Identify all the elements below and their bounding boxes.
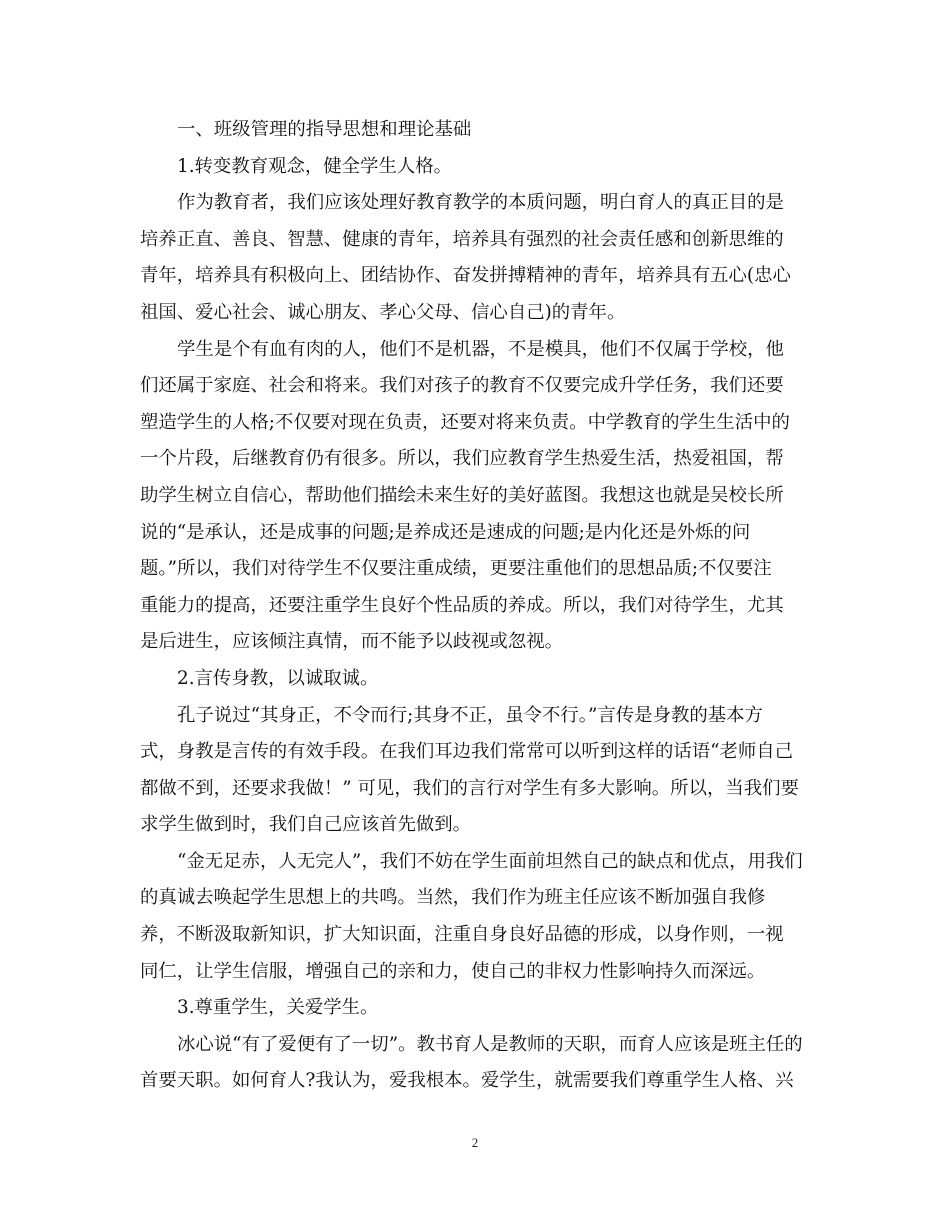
text-line: 是后进生，应该倾注真情，而不能予以歧视或忽视。: [140, 631, 563, 653]
text-line: 孔子说过“其身正，不令而行;其身不正，虽令不行。”言传是身教的基本方: [177, 704, 763, 726]
text-line: 青年，培养具有积极向上、团结协作、奋发拼搏精神的青年，培养具有五心(忠心: [140, 265, 791, 287]
text-line: 题。”所以，我们对待学生不仅要注重成绩，更要注重他们的思想品质;不仅要注: [140, 558, 772, 580]
text-line: 学生是个有血有肉的人，他们不是机器，不是模具，他们不仅属于学校，他: [177, 338, 784, 360]
text-line: 祖国、爱心社会、诚心朋友、孝心父母、信心自己)的青年。: [140, 301, 626, 323]
text-line: 一个片段，后继教育仍有很多。所以，我们应教育学生热爱生活，热爱祖国，帮: [140, 448, 784, 470]
text-line: 都做不到，还要求我做！” 可见，我们的言行对学生有多大影响。所以，当我们要: [140, 777, 799, 799]
text-line: 重能力的提高，还要注重学生良好个性品质的养成。所以，我们对待学生，尤其: [140, 594, 784, 616]
text-line: “金无足赤，人无完人”，我们不妨在学生面前坦然自己的缺点和优点，用我们: [177, 850, 803, 872]
text-line: 一、班级管理的指导思想和理论基础: [177, 119, 472, 140]
text-line: 同仁，让学生信服，增强自己的亲和力，使自己的非权力性影响持久而深远。: [140, 960, 766, 982]
text-line: 塑造学生的人格;不仅要对现在负责，还要对将来负责。中学教育的学生生活中的: [140, 411, 790, 433]
text-line: 2.言传身教，以诚取诚。: [177, 667, 379, 689]
text-line: 式，身教是言传的有效手段。在我们耳边我们常常可以听到这样的话语“老师自己: [140, 741, 794, 763]
text-line: 助学生树立自信心，帮助他们描绘未来生好的美好蓝图。我想这也就是吴校长所: [140, 484, 784, 506]
text-line: 作为教育者，我们应该处理好教育教学的本质问题，明白育人的真正目的是: [177, 192, 784, 214]
text-line: 冰心说“有了爱便有了一切”。教书育人是教师的天职，而育人应该是班主任的: [177, 1033, 803, 1055]
text-line: 1.转变教育观念，健全学生人格。: [177, 155, 453, 177]
text-line: 首要天职。如何育人?我认为，爱我根本。爱学生，就需要我们尊重学生人格、兴: [140, 1070, 794, 1092]
text-line: 培养正直、善良、智慧、健康的青年，培养具有强烈的社会责任感和创新思维的: [140, 228, 784, 250]
text-line: 说的“是承认，还是成事的问题;是养成还是速成的问题;是内化还是外烁的问: [140, 521, 751, 543]
text-line: 养，不断汲取新知识，扩大知识面，注重自身良好品德的形成，以身作则，一视: [140, 924, 784, 946]
page-number: 2: [471, 1135, 479, 1150]
text-line: 的真诚去唤起学生思想上的共鸣。当然，我们作为班主任应该不断加强自我修: [140, 887, 766, 909]
text-line: 求学生做到时，我们自己应该首先做到。: [140, 814, 472, 836]
text-line: 3.尊重学生，关爱学生。: [177, 997, 379, 1019]
text-line: 们还属于家庭、社会和将来。我们对孩子的教育不仅要完成升学任务，我们还要: [140, 375, 784, 397]
document-body: [140, 112, 812, 1100]
